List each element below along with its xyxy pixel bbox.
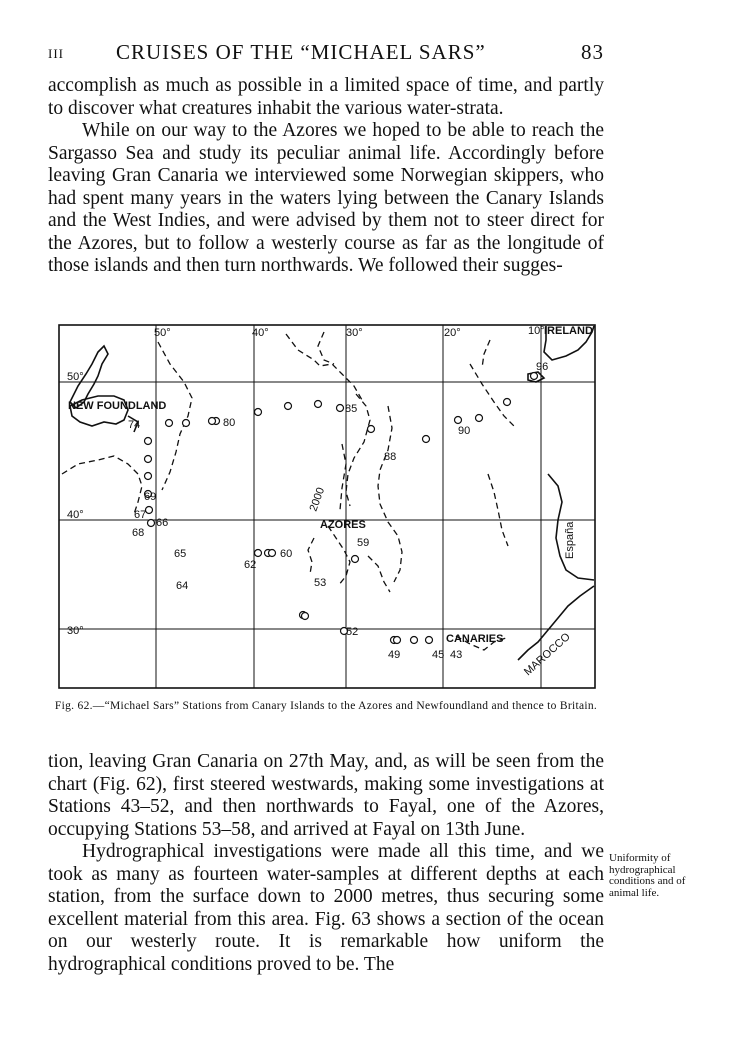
label-azores: AZORES xyxy=(320,519,366,531)
station-marker xyxy=(209,418,216,425)
station-marker xyxy=(255,409,262,416)
chapter-number: III xyxy=(48,46,64,61)
station-marker xyxy=(145,473,152,480)
station-label: 59 xyxy=(357,537,370,549)
station-label: 69 xyxy=(144,491,157,503)
station-label: 96 xyxy=(536,361,549,373)
station-label: 45 xyxy=(432,649,445,661)
station-marker xyxy=(183,420,190,427)
station-label: 66 xyxy=(156,517,169,529)
longitude-label: 50° xyxy=(154,327,171,339)
station-marker xyxy=(145,438,152,445)
label-espana: España xyxy=(564,521,576,559)
station-marker xyxy=(426,637,433,644)
latitude-label: 50° xyxy=(67,371,84,383)
body-text-bottom xyxy=(48,751,604,976)
label-newfoundland: NEW FOUNDLAND xyxy=(68,400,167,412)
station-marker xyxy=(337,405,344,412)
station-label: 90 xyxy=(458,425,471,437)
station-marker xyxy=(394,637,401,644)
station-marker xyxy=(166,420,173,427)
station-marker xyxy=(255,550,262,557)
longitude-label: 30° xyxy=(346,327,363,339)
station-label: 62 xyxy=(244,559,257,571)
longitude-label: 10° xyxy=(528,325,545,337)
station-marker xyxy=(285,403,292,410)
station-label: 74 xyxy=(128,419,141,431)
map-frame xyxy=(59,325,595,688)
station-marker xyxy=(455,417,462,424)
station-marker xyxy=(411,637,418,644)
chart-drawing xyxy=(58,324,596,689)
paragraph: While on our way to the Azores we hoped to be able to reach the Sargasso Sea and study its peculiar animal life. Accordingly before leaving Gran Canaria we interviewed some Norwegian skippers, who had spent many years in the waters lying between the Canary Islands and the West Indies, and were advised by them not to steer direct for the Azores, but to follow a westerly course as far as the longitude of those islands and then turn northwards. We followed their sugges- xyxy=(48,120,604,276)
page-number: 83 xyxy=(581,40,604,64)
station-marker xyxy=(145,456,152,463)
station-marker xyxy=(368,426,375,433)
station-label: 67 xyxy=(134,509,147,521)
body-text-top xyxy=(48,75,604,278)
station-marker xyxy=(148,520,155,527)
longitude-label: 20° xyxy=(444,327,461,339)
station-marker xyxy=(269,550,276,557)
station-label: 60 xyxy=(280,548,293,560)
station-marker xyxy=(504,399,511,406)
latitude-label: 40° xyxy=(67,509,84,521)
running-header xyxy=(48,40,604,68)
paragraph: tion, leaving Gran Canaria on 27th May, and, as will be seen from the chart (Fig. 62), first steered westwards, making some investigations at Stations 43–52, and then northwards to Fayal, one of the Azores, occupying Stations 53–58, and arrived at Fayal on 13th June. xyxy=(48,751,604,840)
station-marker xyxy=(423,436,430,443)
station-label: 49 xyxy=(388,649,401,661)
label-ireland: IRELAND xyxy=(544,325,593,337)
label-marocco: MAROCCO xyxy=(521,630,573,679)
depth-label: 2000 xyxy=(307,485,328,514)
paragraph: Hydrographical investigations were made all this time, and we took as many as fourteen water-samples at different depths at each station, from the surface down to 2000 metres, thus securing some excellent material from this area. Fig. 63 shows a section of the ocean on our westerly route. It is remarkable how uniform the hydrographical conditions proved to be. The xyxy=(48,841,604,975)
station-label: 65 xyxy=(174,548,187,560)
running-title: CRUISES OF THE “MICHAEL SARS” xyxy=(116,40,486,64)
longitude-label: 40° xyxy=(252,327,269,339)
paragraph: accomplish as much as possible in a limited space of time, and partly to discover what creatures inhabit the various water-strata. xyxy=(48,75,604,119)
margin-note: Uniformity of hydrographical conditions and of animal life. xyxy=(609,852,686,899)
station-marker xyxy=(146,507,153,514)
station-marker xyxy=(302,613,309,620)
station-label: 88 xyxy=(384,451,397,463)
station-label: 68 xyxy=(132,527,145,539)
station-marker xyxy=(531,373,538,380)
station-label: 64 xyxy=(176,580,189,592)
station-marker xyxy=(352,556,359,563)
station-chart xyxy=(58,324,596,689)
station-label: 80 xyxy=(223,417,236,429)
label-canaries: CANARIES xyxy=(446,633,504,645)
station-markers xyxy=(145,373,538,644)
figure-caption: Fig. 62.—“Michael Sars” Stations from Canary Islands to the Azores and Newfoundland and thence to Britain. xyxy=(54,700,598,712)
station-marker xyxy=(476,415,483,422)
station-label: 85 xyxy=(345,403,358,415)
latitude-label: 30° xyxy=(67,625,84,637)
station-label: 52 xyxy=(346,626,359,638)
station-label: 53 xyxy=(314,577,327,589)
station-label: 43 xyxy=(450,649,463,661)
station-marker xyxy=(315,401,322,408)
